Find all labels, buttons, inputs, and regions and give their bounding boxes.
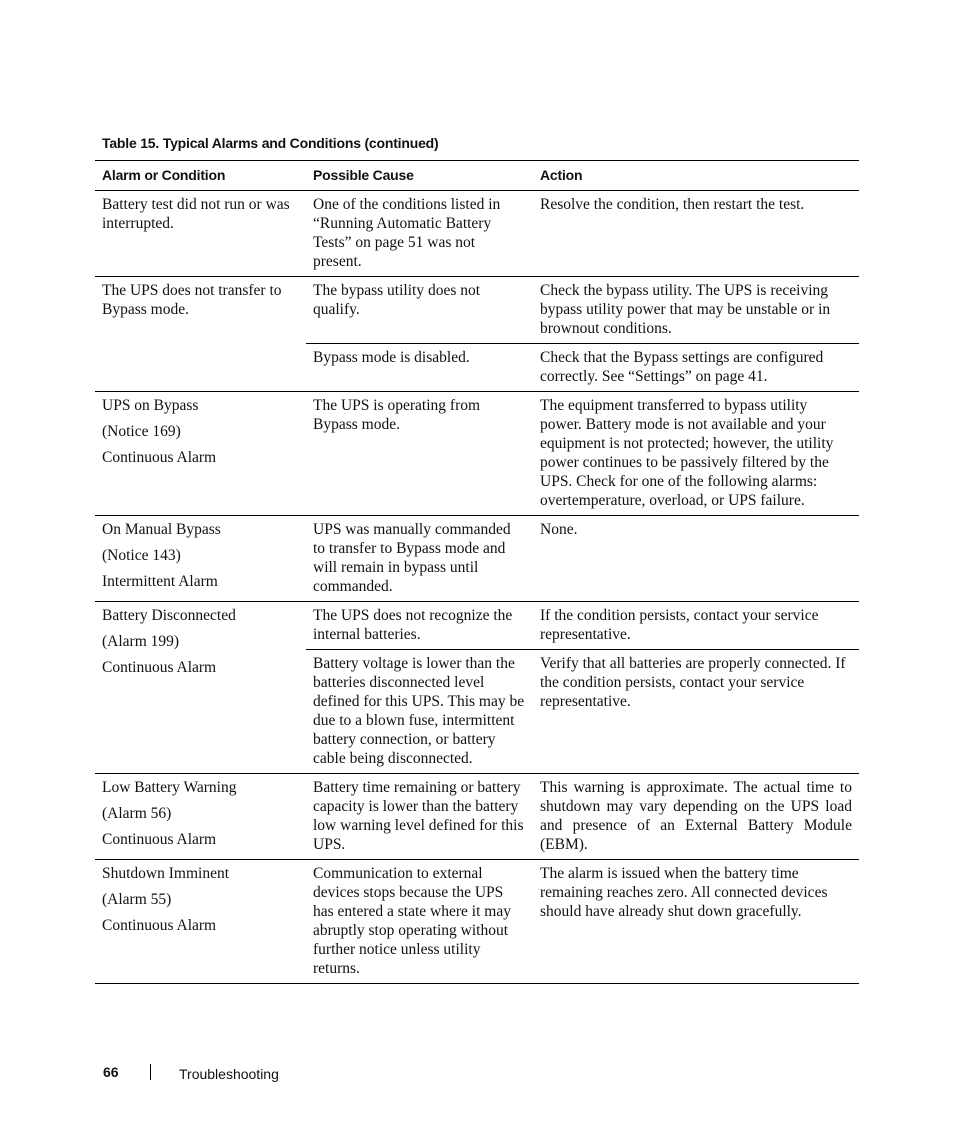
condition-line: Intermittent Alarm [102, 573, 218, 590]
alarms-table [95, 160, 859, 984]
action-cell: Verify that all batteries are properly connected. If the condition persists, contact your service representative. [533, 650, 859, 774]
table-header-row [95, 161, 859, 191]
condition-line: Continuous Alarm [102, 659, 217, 676]
table-row [95, 860, 859, 984]
alarm-condition-cell [95, 392, 306, 516]
action-cell: Check that the Bypass settings are configured correctly. See “Settings” on page 41. [533, 344, 859, 392]
condition-line: Shutdown Imminent [102, 865, 230, 882]
alarm-condition-cell [95, 774, 306, 860]
alarm-condition-cell [95, 860, 306, 984]
page-number: 66 [103, 1064, 119, 1080]
table-caption: Table 15. Typical Alarms and Conditions (continued) [102, 135, 439, 151]
alarm-condition-cell [95, 516, 306, 602]
possible-cause-cell: The UPS does not recognize the internal batteries. [306, 602, 533, 650]
possible-cause-cell: One of the conditions listed in “Running Automatic Battery Tests” on page 51 was not present. [306, 191, 533, 277]
table-row [95, 392, 859, 516]
condition-line: The UPS does not transfer to Bypass mode. [102, 282, 282, 318]
table-row [95, 516, 859, 602]
condition-line: (Alarm 55) [102, 891, 172, 908]
action-cell: The alarm is issued when the battery time remaining reaches zero. All connected devices should have already shut down gracefully. [533, 860, 859, 984]
condition-line: UPS on Bypass [102, 397, 199, 414]
condition-line: Continuous Alarm [102, 917, 217, 934]
possible-cause-cell: Communication to external devices stops because the UPS has entered a state where it may abruptly stop operating without further notice unless utility returns. [306, 860, 533, 984]
condition-line: (Alarm 56) [102, 805, 172, 822]
table-row [95, 774, 859, 860]
alarm-condition-cell [95, 277, 306, 392]
table-row [95, 277, 859, 344]
header-possible-cause: Possible Cause [306, 161, 533, 191]
possible-cause-cell: UPS was manually commanded to transfer to Bypass mode and will remain in bypass until commanded. [306, 516, 533, 602]
possible-cause-cell: The bypass utility does not qualify. [306, 277, 533, 344]
condition-line: On Manual Bypass [102, 521, 221, 538]
condition-line: Battery test did not run or was interrupted. [102, 196, 290, 232]
condition-line: Continuous Alarm [102, 449, 217, 466]
section-name: Troubleshooting [179, 1066, 279, 1082]
action-cell: None. [533, 516, 859, 602]
alarm-condition-cell [95, 191, 306, 277]
action-cell: Resolve the condition, then restart the test. [533, 191, 859, 277]
header-alarm-or-condition: Alarm or Condition [95, 161, 306, 191]
action-cell: This warning is approximate. The actual time to shutdown may vary depending on the UPS load and presence of an External Battery Module (EBM). [533, 774, 859, 860]
possible-cause-cell: Battery voltage is lower than the batteries disconnected level defined for this UPS. This may be due to a blown fuse, intermittent battery connection, or battery cable being disconnected. [306, 650, 533, 774]
action-cell: The equipment transferred to bypass utility power. Battery mode is not available and your equipment is not protected; however, the utility power continues to be passively filtered by the UPS. Check for one of the following alarms: overtemperature, overload, or UPS failure. [533, 392, 859, 516]
table-row [95, 191, 859, 277]
alarm-condition-cell [95, 602, 306, 774]
possible-cause-cell: Bypass mode is disabled. [306, 344, 533, 392]
action-cell: Check the bypass utility. The UPS is receiving bypass utility power that may be unstable or in brownout conditions. [533, 277, 859, 344]
condition-line: (Notice 169) [102, 423, 181, 440]
possible-cause-cell: The UPS is operating from Bypass mode. [306, 392, 533, 516]
condition-line: (Notice 143) [102, 547, 181, 564]
footer-divider [150, 1064, 151, 1080]
header-action: Action [533, 161, 859, 191]
condition-line: Continuous Alarm [102, 831, 217, 848]
table-body [95, 191, 859, 984]
action-cell: If the condition persists, contact your service representative. [533, 602, 859, 650]
condition-line: (Alarm 199) [102, 633, 180, 650]
possible-cause-cell: Battery time remaining or battery capacity is lower than the battery low warning level defined for this UPS. [306, 774, 533, 860]
condition-line: Battery Disconnected [102, 607, 236, 624]
table-row [95, 602, 859, 650]
condition-line: Low Battery Warning [102, 779, 237, 796]
